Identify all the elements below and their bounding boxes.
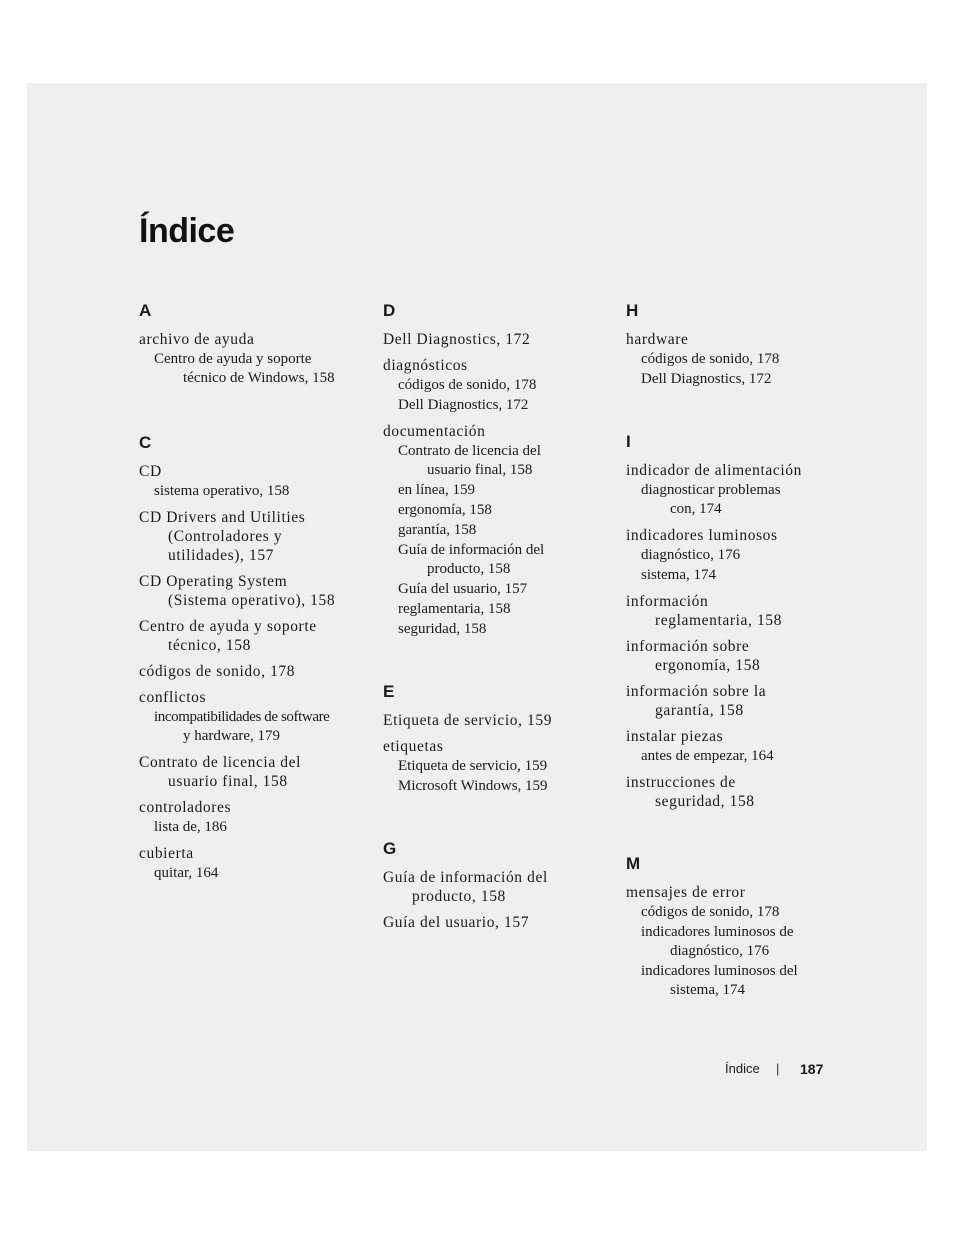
index-entry: información sobre ergonomía, 158 xyxy=(626,638,761,674)
index-entry: Centro de ayuda y soporte técnico, 158 xyxy=(139,618,317,654)
section-letter-h: H xyxy=(626,301,639,320)
index-entry: indicadores luminosos diagnóstico, 176 sistema, 174 xyxy=(626,527,778,583)
footer-separator: | xyxy=(776,1061,780,1076)
index-entry: documentación Contrato de licencia del usuario final, 158 en línea, 159 ergonomía, 158 garantía, 158 Guía de información del producto, 158 Guía del usuario, 157 reglamentaria, 158 seguridad, 158 xyxy=(383,423,545,637)
page-title: Índice xyxy=(139,212,235,250)
index-entry: CD sistema operativo, 158 xyxy=(139,463,290,499)
section-letter-g: G xyxy=(383,839,397,858)
footer-section-label: Índice xyxy=(725,1061,760,1076)
index-entry: Guía del usuario, 157 xyxy=(383,914,530,931)
index-entry: instalar piezas antes de empezar, 164 xyxy=(626,728,774,764)
index-entry: instrucciones de seguridad, 158 xyxy=(626,774,755,810)
index-entry: etiquetas Etiqueta de servicio, 159 Microsoft Windows, 159 xyxy=(383,738,548,794)
index-entry: códigos de sonido, 178 xyxy=(139,663,296,680)
index-column-3 xyxy=(626,300,866,1007)
index-column-1 xyxy=(139,300,379,890)
section-letter-e: E xyxy=(383,682,395,701)
index-entry: Guía de información del producto, 158 xyxy=(383,869,548,905)
index-entry: mensajes de error códigos de sonido, 178 indicadores luminosos de diagnóstico, 176 indicadores luminosos del sistema, 174 xyxy=(626,884,798,998)
index-entry: Dell Diagnostics, 172 xyxy=(383,331,531,348)
index-column-2 xyxy=(383,300,623,939)
section-letter-a: A xyxy=(139,301,152,320)
index-entry: cubierta quitar, 164 xyxy=(139,845,219,881)
index-entry: controladores lista de, 186 xyxy=(139,799,232,835)
index-entry: hardware códigos de sonido, 178 Dell Diagnostics, 172 xyxy=(626,331,780,387)
section-letter-m: M xyxy=(626,854,641,873)
page-number: 187 xyxy=(800,1061,824,1077)
index-entry: Etiqueta de servicio, 159 xyxy=(383,712,553,729)
index-entry: archivo de ayuda Centro de ayuda y soporte técnico de Windows, 158 xyxy=(139,331,335,386)
section-letter-d: D xyxy=(383,301,396,320)
section-letter-i: I xyxy=(626,432,631,451)
index-entry: Contrato de licencia del usuario final, 158 xyxy=(139,754,302,790)
index-entry: diagnósticos códigos de sonido, 178 Dell Diagnostics, 172 xyxy=(383,357,537,413)
index-entry: indicador de alimentación diagnosticar problemas con, 174 xyxy=(626,462,802,517)
section-letter-c: C xyxy=(139,433,152,452)
index-entry: información reglamentaria, 158 xyxy=(626,593,782,629)
index-entry: CD Drivers and Utilities (Controladores y utilidades), 157 xyxy=(139,509,306,564)
index-entry: conflictos incompatibilidades de software y hardware, 179 xyxy=(139,689,330,744)
index-entry: CD Operating System (Sistema operativo), 158 xyxy=(139,573,336,609)
index-entry: información sobre la garantía, 158 xyxy=(626,683,767,719)
